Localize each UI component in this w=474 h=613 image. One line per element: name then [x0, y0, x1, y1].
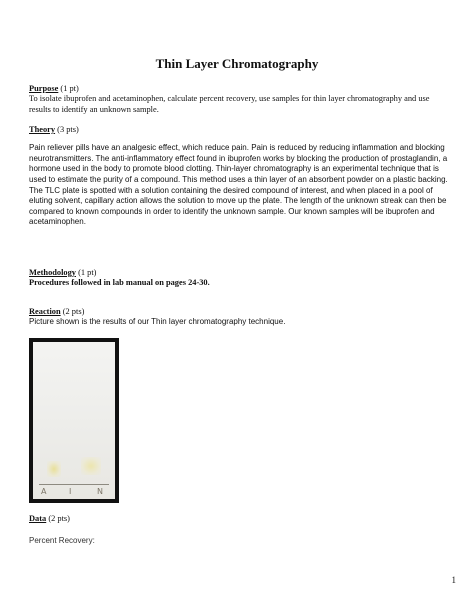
reaction-points: (2 pts)	[62, 307, 85, 316]
methodology-heading-label: Methodology	[29, 268, 76, 277]
theory-points: (3 pts)	[57, 125, 79, 134]
tlc-lane-label: A	[41, 487, 47, 496]
methodology-text: Procedures followed in lab manual on pages 24-30.	[29, 278, 210, 288]
methodology-heading	[29, 268, 449, 278]
tlc-spot-ibuprofen	[47, 461, 61, 477]
purpose-points: (1 pt)	[60, 84, 79, 93]
data-heading-label: Data	[29, 514, 47, 523]
purpose-section	[29, 84, 449, 115]
tlc-lane-label: N	[97, 487, 103, 496]
page-number: 1	[451, 575, 456, 585]
reaction-text: Picture shown is the results of our Thin layer chromatography technique.	[29, 317, 286, 327]
purpose-text: To isolate ibuprofen and acetaminophen, calculate percent recovery, use samples for thin layer chromatography and use results to identify an unknown sample.	[29, 94, 430, 114]
purpose-heading-label: Purpose	[29, 84, 59, 93]
reaction-heading-label: Reaction	[29, 307, 61, 316]
data-text: Percent Recovery:	[29, 536, 95, 546]
tlc-plate-photo	[29, 338, 119, 503]
methodology-section	[29, 268, 449, 289]
tlc-lane-label: I	[69, 487, 72, 496]
theory-section	[29, 125, 449, 228]
methodology-points: (1 pt)	[78, 268, 97, 277]
tlc-spot-unknown	[81, 457, 101, 475]
theory-heading-label: Theory	[29, 125, 56, 134]
purpose-heading	[29, 84, 449, 94]
reaction-section	[29, 307, 449, 328]
data-points: (2 pts)	[48, 514, 70, 523]
data-section	[29, 514, 449, 547]
tlc-baseline	[39, 484, 109, 485]
reaction-heading	[29, 307, 449, 317]
tlc-plate-surface	[33, 342, 115, 499]
theory-heading	[29, 125, 449, 135]
data-heading	[29, 514, 449, 524]
theory-text: Pain reliever pills have an analgesic effect, which reduce pain. Pain is reduced by reducing inflammation and blocking neurotransmitters. The anti-inflammatory effect found in ibuprofen works by blocking the production of prostaglandin, a hormone used in the body to promote blood clotting. Thin-layer chromatography is an experimental technique that is used to estimate the purity of a compound. This method uses a thin layer of an absorbent powder on a plastic backing. The TLC plate is spotted with a solution containing the desired compound of interest, and when placed in a pool of eluting solvent, capillary action allows the solution to move up the plate. The length of the unknown streak can then be compared to known compounds in order to identify the unknown sample. Our known samples will be ibuprofen and acetaminophen.	[29, 143, 448, 227]
document-title: Thin Layer Chromatography	[155, 56, 319, 71]
